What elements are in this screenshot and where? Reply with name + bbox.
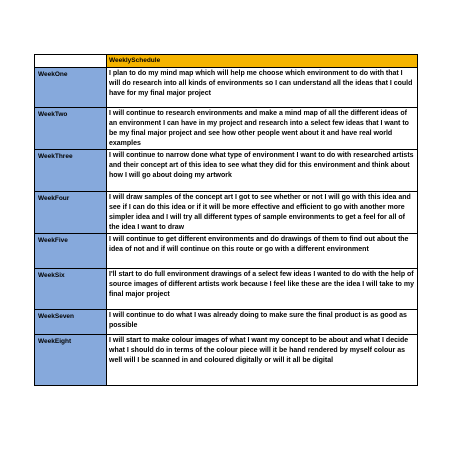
week-description: I will continue to do what I was already doing to make sure the final product is as good as possible xyxy=(107,310,418,335)
week-label: WeekEight xyxy=(35,335,107,386)
table-header-row xyxy=(35,55,418,68)
table-row xyxy=(35,192,418,234)
week-description: I will draw samples of the concept art I got to see whether or not I will go with this idea and see if I can do this idea or if it will be more effective and efficient to go with another more simpler idea and I will try all different types of sample environments to get a feel for all of the idea I want to draw xyxy=(107,192,418,234)
week-label: WeekSeven xyxy=(35,310,107,335)
week-description: I will continue to narrow done what type of environment I want to do with researched artists and their concept art of this idea to see what they did for this environment and think about how I will go about doing my artwork xyxy=(107,150,418,192)
header-blank-cell xyxy=(35,55,107,68)
week-description: I'll start to do full environment drawings of a select few ideas I wanted to do with the help of source images of different artists work because I feel like these are the idea I will take to my final major project xyxy=(107,269,418,310)
table-row xyxy=(35,335,418,386)
table-row xyxy=(35,68,418,108)
table-row xyxy=(35,310,418,335)
table-row xyxy=(35,150,418,192)
table-row xyxy=(35,269,418,310)
weekly-schedule-table xyxy=(34,54,418,386)
week-label: WeekFour xyxy=(35,192,107,234)
week-description: I will start to make colour images of what I want my concept to be about and what I decide what I should do in terms of the colour piece will it be hand rendered by myself colour as well will I be scanned in and coloured digitally or will it all be digital xyxy=(107,335,418,386)
week-description: I plan to do my mind map which will help me choose which environment to do with that I will do research into all kinds of environments so I can understand all the ideas that I could have for my final major project xyxy=(107,68,418,108)
week-label: WeekFive xyxy=(35,234,107,269)
week-label: WeekSix xyxy=(35,269,107,310)
week-description: I will continue to get different environments and do drawings of them to find out about the idea of not and if will continue on this route or go with a different environment xyxy=(107,234,418,269)
week-label: WeekThree xyxy=(35,150,107,192)
week-description: I will continue to research environments and make a mind map of all the different ideas of an environment I can have in my project and research into a select few ideas that I want to be my final major project and see how other people went about it and have real world examples xyxy=(107,108,418,150)
table-row xyxy=(35,108,418,150)
schedule-title: WeeklySchedule xyxy=(107,55,418,68)
week-label: WeekTwo xyxy=(35,108,107,150)
week-label: WeekOne xyxy=(35,68,107,108)
table-row xyxy=(35,234,418,269)
